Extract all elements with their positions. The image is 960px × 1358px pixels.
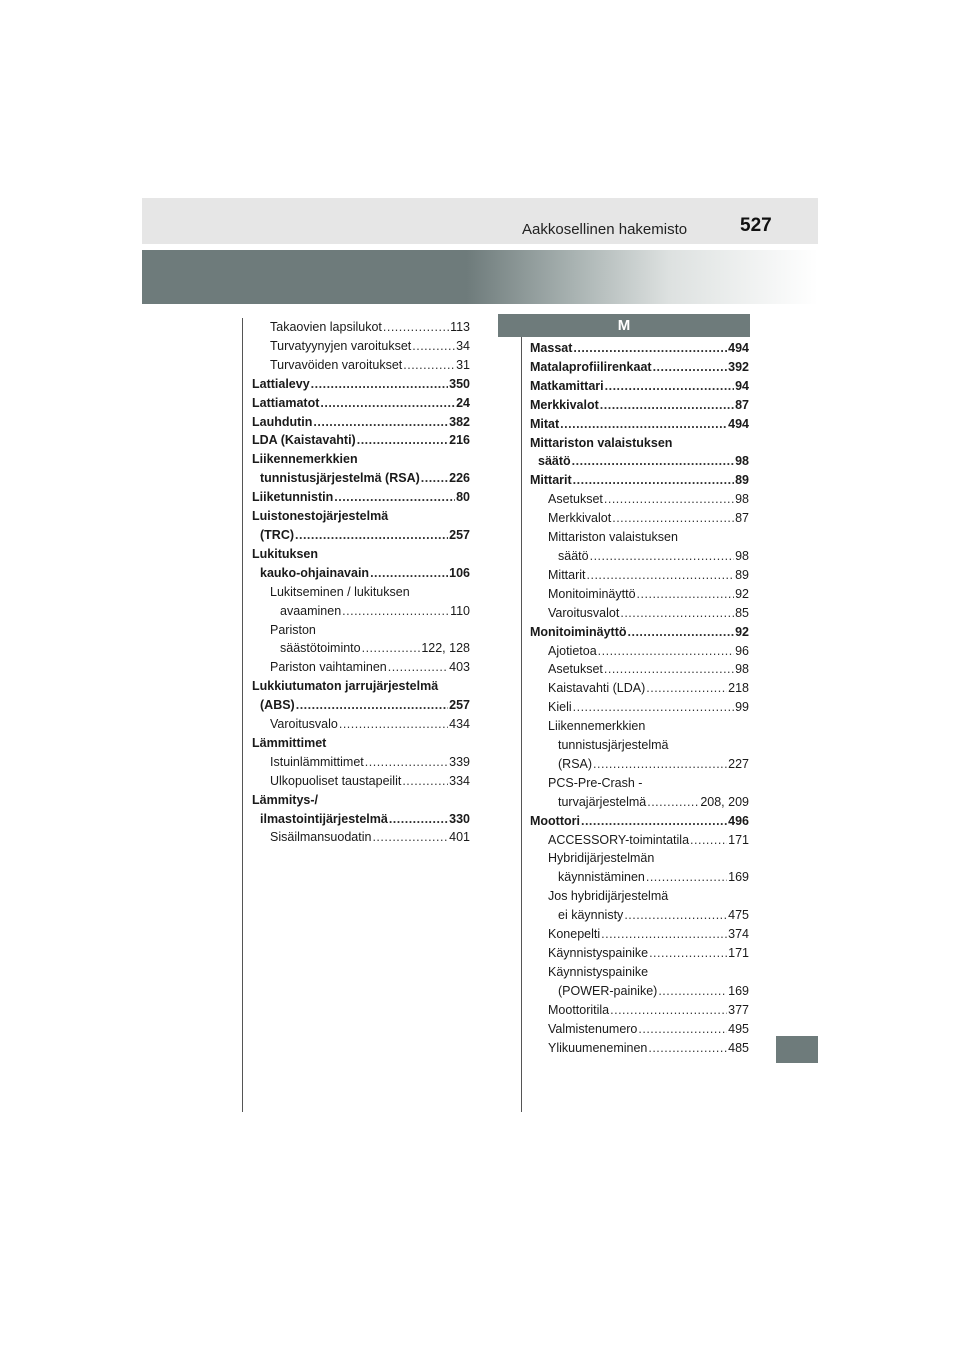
index-term: Lauhdutin	[252, 414, 313, 429]
index-entry	[530, 755, 749, 774]
index-page-ref[interactable]: 24	[456, 395, 470, 410]
index-term: avaaminen	[280, 603, 342, 618]
index-page-ref[interactable]: 171	[728, 832, 749, 847]
index-entry	[530, 1020, 749, 1039]
dot-leader	[389, 810, 448, 829]
index-entry-continued	[530, 736, 749, 755]
index-page-ref[interactable]: 403	[449, 660, 470, 675]
index-entry	[530, 831, 749, 850]
index-entry	[530, 944, 749, 963]
index-entry	[530, 1001, 749, 1020]
dot-leader	[334, 488, 455, 507]
index-term: Kaistavahti (LDA)	[548, 681, 646, 696]
index-term: Takaovien lapsilukot	[270, 320, 382, 334]
index-page-ref[interactable]: 92	[735, 624, 749, 639]
index-page-ref[interactable]: 485	[728, 1040, 749, 1055]
section-letter-header: M	[498, 314, 750, 337]
index-term: säätö	[538, 454, 571, 469]
dot-leader	[311, 375, 448, 394]
index-entry-continued	[530, 963, 749, 982]
dot-leader	[572, 452, 734, 471]
index-entry-continued	[530, 849, 749, 868]
index-page-ref[interactable]: 226	[449, 471, 470, 486]
index-entry-continued	[530, 887, 749, 906]
index-page-ref[interactable]: 85	[735, 605, 749, 620]
index-entry-continued	[530, 774, 749, 793]
index-term: (ABS)	[260, 698, 295, 713]
index-page-ref[interactable]: 475	[728, 908, 749, 923]
dot-leader	[601, 925, 727, 944]
index-entry	[252, 753, 470, 772]
chapter-thumb-tab	[776, 1036, 818, 1063]
dot-leader	[339, 715, 448, 734]
index-page-ref[interactable]: 113	[450, 320, 470, 334]
dot-leader	[624, 906, 727, 925]
index-entry	[530, 566, 749, 585]
index-page-ref[interactable]: 169	[728, 983, 749, 998]
index-term: Asetukset	[548, 492, 603, 507]
index-page-ref[interactable]: 110	[450, 603, 470, 618]
dot-leader	[604, 490, 734, 509]
index-entry	[530, 604, 749, 623]
index-page-ref[interactable]: 169	[728, 870, 749, 885]
dot-leader	[593, 755, 727, 774]
index-entry	[252, 810, 470, 829]
index-term: Merkkivalot	[530, 397, 599, 412]
dot-leader	[313, 413, 448, 432]
index-entry	[252, 639, 470, 658]
dot-leader	[581, 812, 727, 831]
index-term: LDA (Kaistavahti)	[252, 433, 356, 448]
index-term: PCS-Pre-Crash -	[548, 775, 643, 790]
index-page-ref[interactable]: 94	[735, 378, 749, 393]
index-entry	[252, 602, 470, 621]
index-entry	[252, 469, 470, 488]
dot-leader	[587, 566, 735, 585]
index-entry	[530, 925, 749, 944]
index-entry	[530, 623, 749, 642]
index-entry	[252, 375, 470, 394]
index-entry	[252, 564, 470, 583]
index-term: Lukitseminen / lukituksen	[270, 584, 410, 599]
index-term: Turvatyynyjen varoitukset	[270, 338, 412, 353]
index-entry-continued	[252, 677, 470, 696]
index-page-ref[interactable]: 495	[728, 1021, 749, 1036]
index-term: Asetukset	[548, 662, 603, 677]
index-entry	[530, 396, 749, 415]
index-page-ref[interactable]: 374	[728, 927, 749, 942]
dot-leader	[658, 982, 727, 1001]
index-page-ref[interactable]: 218	[728, 681, 749, 696]
index-term: Monitoiminäyttö	[548, 586, 636, 601]
index-entry	[252, 488, 470, 507]
index-page-ref[interactable]: 98	[735, 492, 749, 507]
index-term: ei käynnisty	[558, 908, 624, 923]
index-term: ilmastointijärjestelmä	[260, 811, 388, 826]
index-page-ref[interactable]: 34	[456, 338, 470, 353]
index-term: Mittariston valaistuksen	[530, 435, 673, 450]
index-entry-continued	[252, 621, 470, 640]
index-entry	[252, 658, 470, 677]
dot-leader	[383, 318, 449, 337]
index-term: Massat	[530, 341, 573, 355]
index-entry	[530, 906, 749, 925]
index-page-ref[interactable]: 257	[449, 527, 470, 542]
index-term: Liikennemerkkien	[548, 719, 646, 734]
index-term: tunnistusjärjestelmä (RSA)	[260, 471, 420, 486]
dot-leader	[628, 623, 735, 642]
index-term: Käynnistyspainike	[548, 946, 649, 960]
index-term: Merkkivalot	[548, 511, 612, 526]
index-page-ref[interactable]: 106	[449, 565, 470, 580]
index-entry	[252, 772, 470, 791]
index-term: Varoitusvalo	[270, 717, 338, 732]
index-entry	[530, 679, 749, 698]
index-term: Lattialevy	[252, 376, 310, 391]
page-title: Aakkosellinen hakemisto	[522, 221, 688, 238]
index-entry	[530, 377, 749, 396]
index-term: Jos hybridijärjestelmä	[548, 889, 669, 904]
index-term: säätö	[558, 548, 589, 563]
index-entry	[530, 547, 749, 566]
index-entry	[530, 812, 749, 831]
dot-leader	[342, 602, 449, 621]
index-term: Lukituksen	[252, 546, 318, 561]
dot-leader	[600, 396, 734, 415]
dot-leader	[573, 471, 734, 490]
index-page-ref[interactable]: 339	[449, 754, 470, 769]
dot-leader	[365, 753, 448, 772]
index-term: ACCESSORY-toimintatila	[548, 832, 690, 847]
index-entry	[530, 1039, 749, 1058]
index-term: Kieli	[548, 700, 572, 715]
index-entry	[530, 358, 749, 377]
index-page-ref[interactable]: 98	[735, 454, 749, 469]
index-term: kauko-ohjainavain	[260, 565, 370, 580]
dot-leader	[560, 415, 727, 434]
index-entry	[252, 715, 470, 734]
index-entry	[530, 452, 749, 471]
index-entry	[252, 431, 470, 450]
index-page-ref[interactable]: 87	[735, 511, 749, 526]
dot-leader	[646, 679, 727, 698]
index-entry	[252, 526, 470, 545]
index-term: Mittarit	[530, 473, 572, 488]
index-term: Sisäilmansuodatin	[270, 830, 372, 845]
index-term: Pariston vaihtaminen	[270, 660, 387, 675]
index-page-ref[interactable]: 392	[728, 359, 749, 374]
index-page-ref[interactable]: 401	[449, 830, 470, 845]
index-term: Lukkiutumaton jarrujärjestelmä	[252, 679, 439, 694]
dot-leader	[388, 658, 448, 677]
index-entry	[530, 509, 749, 528]
dot-leader	[421, 469, 448, 488]
index-entry	[530, 982, 749, 1001]
dot-leader	[362, 639, 421, 658]
index-entry-continued	[530, 528, 749, 547]
index-entry	[530, 415, 749, 434]
index-term: Monitoiminäyttö	[530, 624, 627, 639]
index-term: Lattiamatot	[252, 395, 320, 410]
column-divider-left	[242, 318, 243, 1112]
index-term: Käynnistyspainike	[548, 964, 649, 979]
header-banner	[142, 250, 818, 304]
dot-leader	[320, 394, 455, 413]
index-entry	[530, 339, 749, 358]
index-term: Lämmitys-/	[252, 792, 318, 807]
index-term: tunnistusjärjestelmä	[558, 738, 669, 753]
index-page-ref[interactable]: 227	[728, 756, 749, 771]
index-page-ref[interactable]: 434	[449, 717, 470, 732]
index-term: Hybridijärjestelmän	[548, 851, 655, 866]
index-entry	[530, 490, 749, 509]
dot-leader	[610, 1001, 727, 1020]
index-term: Mittariston valaistuksen	[548, 530, 678, 545]
index-term: Moottoritila	[548, 1002, 610, 1017]
index-entry	[252, 318, 470, 337]
index-entry-continued	[530, 717, 749, 736]
dot-leader	[357, 431, 448, 450]
index-page-ref[interactable]: 334	[449, 773, 470, 788]
index-entry-continued	[252, 583, 470, 602]
column-divider-middle	[521, 318, 522, 1112]
index-page-ref[interactable]: 377	[728, 1002, 749, 1017]
index-page-ref[interactable]: 87	[735, 397, 749, 412]
index-entry	[530, 698, 749, 717]
dot-leader	[372, 828, 448, 847]
dot-leader	[637, 585, 735, 604]
index-column-left	[252, 318, 470, 847]
dot-leader	[402, 772, 448, 791]
header-bar	[142, 198, 818, 244]
index-entry-continued	[252, 545, 470, 564]
dot-leader	[295, 526, 448, 545]
dot-leader	[573, 698, 734, 717]
dot-leader	[690, 831, 727, 850]
index-entry	[252, 413, 470, 432]
index-term: (RSA)	[558, 756, 593, 771]
index-term: Luistonestojärjestelmä	[252, 509, 389, 524]
index-entry	[530, 660, 749, 679]
index-term: Ulkopuoliset taustapeilit	[270, 773, 402, 788]
index-term: Liikennemerkkien	[252, 452, 358, 467]
index-page-ref[interactable]: 92	[735, 586, 749, 601]
index-page-ref[interactable]: 257	[449, 698, 470, 713]
dot-leader	[612, 509, 734, 528]
dot-leader	[646, 868, 727, 887]
index-entry	[252, 828, 470, 847]
index-entry	[530, 585, 749, 604]
index-entry-continued	[252, 791, 470, 810]
index-term: Matkamittari	[530, 378, 604, 393]
index-page-ref[interactable]: 96	[735, 643, 749, 658]
dot-leader	[605, 377, 734, 396]
index-page-ref[interactable]: 496	[728, 813, 749, 828]
dot-leader	[620, 604, 734, 623]
page-number: 527	[740, 215, 772, 236]
index-page-ref[interactable]: 98	[735, 662, 749, 677]
dot-leader	[590, 547, 735, 566]
index-page-ref[interactable]: 208, 209	[700, 794, 749, 809]
index-page-ref[interactable]: 330	[449, 811, 470, 826]
index-entry	[252, 356, 470, 375]
index-term: Valmistenumero	[548, 1021, 638, 1036]
index-term: Ylikuumeneminen	[548, 1040, 648, 1055]
index-term: Turvavöiden varoitukset	[270, 357, 403, 372]
index-entry	[530, 868, 749, 887]
dot-leader	[604, 660, 734, 679]
index-term: (POWER-painike)	[558, 983, 658, 998]
dot-leader	[412, 337, 455, 356]
index-term: Varoitusvalot	[548, 605, 620, 620]
index-term: käynnistäminen	[558, 870, 645, 885]
index-term: Mittarit	[548, 567, 586, 582]
index-page-ref[interactable]: 89	[735, 567, 749, 582]
index-page-ref[interactable]: 216	[449, 433, 470, 448]
index-page-ref[interactable]: 98	[735, 548, 749, 563]
dot-leader	[647, 793, 699, 812]
index-page-ref[interactable]: 350	[449, 376, 470, 391]
index-entry	[530, 471, 749, 490]
dot-leader	[573, 339, 727, 358]
index-entry-continued	[530, 434, 749, 453]
dot-leader	[648, 1039, 727, 1058]
index-term: turvajärjestelmä	[558, 794, 647, 809]
index-page-ref[interactable]: 80	[456, 490, 470, 505]
index-entry-continued	[252, 734, 470, 753]
index-entry	[530, 642, 749, 661]
index-entry	[252, 696, 470, 715]
index-term: Konepelti	[548, 927, 601, 942]
index-term: Lämmittimet	[252, 735, 327, 750]
dot-leader	[598, 642, 734, 661]
dot-leader	[653, 358, 728, 377]
index-term: Moottori	[530, 813, 580, 828]
index-page-ref[interactable]: 494	[728, 416, 749, 431]
index-page-ref[interactable]: 382	[449, 414, 470, 429]
dot-leader	[638, 1020, 727, 1039]
index-column-right	[530, 339, 749, 1057]
index-term: Pariston	[270, 622, 316, 637]
index-entry	[252, 394, 470, 413]
dot-leader	[370, 564, 448, 583]
index-page-ref[interactable]: 99	[735, 700, 749, 715]
dot-leader	[296, 696, 448, 715]
index-page-ref[interactable]: 31	[456, 357, 470, 372]
index-page-ref[interactable]: 89	[735, 473, 749, 488]
index-entry-continued	[252, 450, 470, 469]
dot-leader	[649, 944, 727, 963]
index-term: (TRC)	[260, 527, 295, 542]
index-term: säästötoiminto	[280, 641, 361, 656]
dot-leader	[403, 356, 455, 375]
index-entry	[530, 793, 749, 812]
index-term: Matalaprofiilirenkaat	[530, 359, 652, 374]
index-term: Istuinlämmittimet	[270, 754, 364, 769]
index-entry	[252, 337, 470, 356]
index-entry-continued	[252, 507, 470, 526]
index-term: Mitat	[530, 416, 560, 431]
index-term: Ajotietoa	[548, 643, 597, 658]
index-page-ref[interactable]: 171	[728, 946, 749, 960]
index-page-ref[interactable]: 494	[728, 341, 749, 355]
index-term: Liiketunnistin	[252, 490, 334, 505]
index-page-ref[interactable]: 122, 128	[421, 641, 470, 656]
